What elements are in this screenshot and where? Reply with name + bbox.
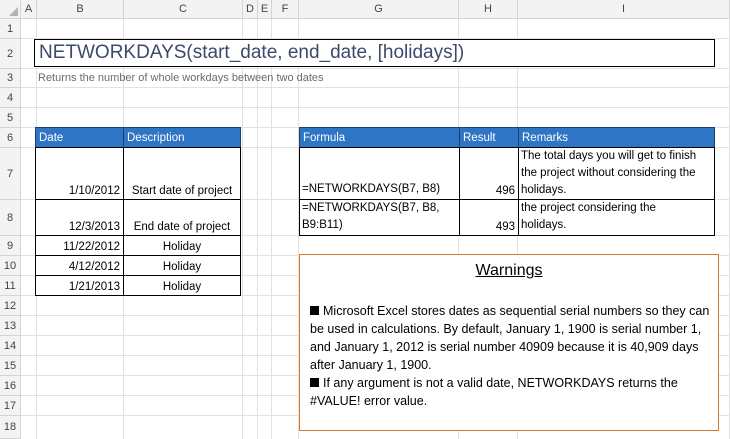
header-date[interactable]: Date: [35, 127, 124, 148]
row-header-3[interactable]: 3: [0, 69, 21, 88]
row-header-9[interactable]: 9: [0, 236, 21, 256]
header-result[interactable]: Result: [459, 127, 519, 148]
description-cell[interactable]: End date of project: [123, 199, 241, 236]
date-cell[interactable]: 1/10/2012: [35, 147, 124, 200]
row-header-8[interactable]: 8: [0, 200, 21, 236]
row-header-4[interactable]: 4: [0, 88, 21, 108]
row-header-17[interactable]: 17: [0, 396, 21, 416]
result-cell[interactable]: 496: [459, 147, 519, 200]
column-header-f[interactable]: F: [272, 0, 299, 19]
remarks-line: the project considering the: [521, 202, 656, 214]
description-cell[interactable]: Holiday: [123, 255, 241, 276]
warnings-title: Warnings: [475, 262, 543, 279]
column-header-e[interactable]: E: [258, 0, 272, 19]
row-header-11[interactable]: 11: [0, 276, 21, 296]
description-cell[interactable]: Holiday: [123, 275, 241, 296]
warning-item: [310, 374, 710, 410]
header-formula[interactable]: Formula: [299, 127, 460, 148]
warning-text: If any argument is not a valid date, NETWORKDAYS returns the #VALUE! error value.: [310, 376, 678, 408]
column-header-b[interactable]: B: [37, 0, 124, 19]
column-header-c[interactable]: C: [124, 0, 243, 19]
remarks-cell[interactable]: [518, 147, 715, 200]
remarks-cell[interactable]: [518, 199, 715, 236]
row-header-1[interactable]: 1: [0, 19, 21, 39]
date-cell[interactable]: 4/12/2012: [35, 255, 124, 276]
bullet-square-icon: [310, 378, 319, 387]
select-all-triangle-icon: [9, 7, 18, 16]
select-all-corner[interactable]: [0, 0, 21, 19]
gridline: [21, 87, 730, 88]
row-header-16[interactable]: 16: [0, 376, 21, 396]
row-header-2[interactable]: 2: [0, 39, 21, 69]
warning-item: [310, 302, 710, 374]
row-header-15[interactable]: 15: [0, 356, 21, 376]
bullet-square-icon: [310, 306, 319, 315]
warnings-body: [310, 302, 710, 410]
column-header-d[interactable]: D: [243, 0, 258, 19]
row-header-5[interactable]: 5: [0, 108, 21, 128]
formula-line: =NETWORKDAYS(B7, B8,: [302, 202, 440, 214]
date-cell[interactable]: 12/3/2013: [35, 199, 124, 236]
remarks-line: holidays.: [521, 219, 567, 231]
function-title: NETWORKDAYS(start_date, end_date, [holidays]): [39, 42, 465, 63]
description-cell[interactable]: Start date of project: [123, 147, 241, 200]
row-header-7[interactable]: 7: [0, 148, 21, 200]
gridline: [21, 107, 730, 108]
row-header-12[interactable]: 12: [0, 296, 21, 316]
result-cell[interactable]: 493: [459, 199, 519, 236]
formula-line: =NETWORKDAYS(B7, B8): [302, 183, 441, 195]
column-header-g[interactable]: G: [299, 0, 459, 19]
row-header-6[interactable]: 6: [0, 128, 21, 148]
remarks-line: holidays.: [521, 184, 567, 196]
date-cell[interactable]: 1/21/2013: [35, 275, 124, 296]
gridline: [21, 68, 730, 69]
title-cell[interactable]: [34, 39, 715, 67]
warning-text: Microsoft Excel stores dates as sequential serial numbers so they can be used in calculations. By default, January 1, 1900 is serial number 1, and January 1, 2012 is serial number 40909 because it is 40,909 days after January 1, 1900.: [310, 304, 710, 372]
date-cell[interactable]: 11/22/2012: [35, 235, 124, 256]
function-description[interactable]: Returns the number of whole workdays between two dates: [38, 72, 324, 84]
formula-cell[interactable]: [299, 199, 460, 236]
formula-cell[interactable]: [299, 147, 460, 200]
row-header-14[interactable]: 14: [0, 336, 21, 356]
header-remarks[interactable]: Remarks: [518, 127, 715, 148]
row-header-13[interactable]: 13: [0, 316, 21, 336]
formula-line: B9:B11): [302, 219, 343, 231]
row-header-10[interactable]: 10: [0, 256, 21, 276]
remarks-line: the project without considering the: [521, 167, 696, 179]
column-header-i[interactable]: I: [518, 0, 730, 19]
row-header-18[interactable]: 18: [0, 416, 21, 439]
header-description[interactable]: Description: [123, 127, 241, 148]
warnings-textbox[interactable]: [299, 254, 719, 431]
column-header-h[interactable]: H: [459, 0, 518, 19]
remarks-line: The total days you will get to finish: [521, 150, 697, 162]
description-cell[interactable]: Holiday: [123, 235, 241, 256]
column-header-a[interactable]: A: [21, 0, 37, 19]
